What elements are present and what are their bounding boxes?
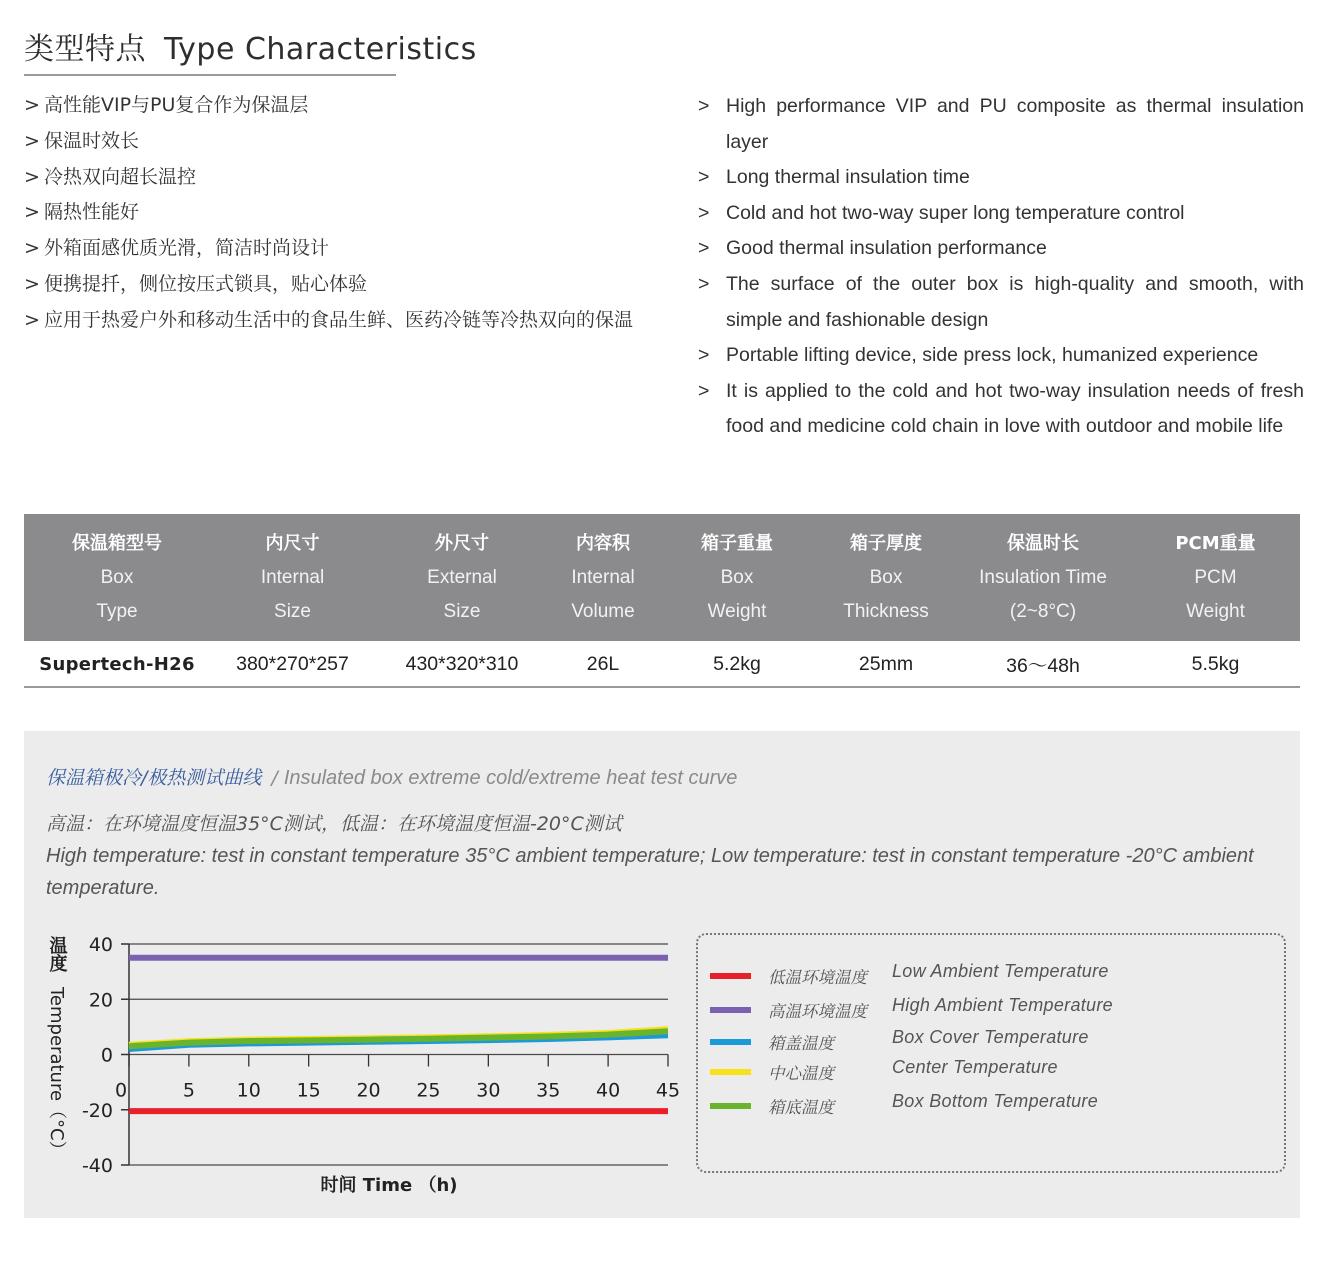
features-list-cn [24, 88, 644, 339]
test-curve-title: 保温箱极冷/极热测试曲线 / Insulated box extreme cold/extreme heat test curve [46, 767, 738, 789]
legend-label-en: Low Ambient Temperature [892, 961, 1109, 981]
bullet-icon: > [24, 308, 40, 331]
temperature-chart [24, 731, 684, 1218]
cell-internal-size: 380*270*257 [210, 641, 375, 687]
legend-label-cn: 箱底温度 [768, 1098, 834, 1117]
column-header: 内尺寸 Internal Size [260, 532, 325, 622]
cell-model: Supertech-H26 [24, 641, 210, 687]
x-tick-label: 15 [296, 1079, 321, 1102]
feature-item-cn: > 应用于热爱户外和移动生活中的食品生鲜、医药冷链等冷热双向的保温 [24, 303, 644, 339]
column-header: 外尺寸 External Size [427, 532, 497, 622]
feature-item-en: > High performance VIP and PU composite as thermal insulation layer [698, 89, 1304, 160]
test-desc-cn: 高温：在环境温度恒温35°C测试，低温：在环境温度恒温-20°C测试 [46, 813, 622, 835]
test-desc-en: High temperature: test in constant temperature 35°C ambient temperature; Low temperature: test in constant temperature -20°C ambient temperature. [46, 845, 1254, 899]
feature-item-cn: > 冷热双向超长温控 [24, 160, 644, 196]
feature-item-en: > Portable lifting device, side press lock, humanized experience [698, 338, 1304, 374]
column-header: 内容积 Internal Volume [571, 532, 635, 622]
x-tick-label: 20 [356, 1079, 381, 1102]
feature-item-en: > Good thermal insulation performance [698, 231, 1304, 267]
x-tick-label: 5 [182, 1079, 195, 1102]
y-tick-label: -20 [81, 1099, 113, 1122]
bullet-icon: > [24, 94, 40, 116]
bullet-icon: > [24, 129, 40, 152]
x-tick-label: 35 [536, 1079, 561, 1102]
feature-item-en: > It is applied to the cold and hot two-way insulation needs of fresh food and medicine cold chain in love with outdoor and mobile life [698, 374, 1304, 445]
y-tick-label: 0 [100, 1044, 113, 1067]
section-title-cn: 类型特点 [24, 32, 146, 67]
test-curve-panel [24, 731, 1300, 1218]
section-title [24, 24, 477, 68]
bullet-icon: > [24, 201, 40, 224]
legend-label-cn: 高温环境温度 [768, 1002, 867, 1021]
column-header: 箱子重量 Box Weight [701, 532, 773, 622]
legend-label-cn: 低温环境温度 [768, 968, 867, 987]
legend-label-cn: 箱盖温度 [768, 1034, 834, 1053]
bullet-icon: > [698, 166, 710, 189]
column-header: 保温箱型号 Box Type [72, 532, 162, 622]
cell-internal-volume: 26L [549, 641, 657, 687]
feature-item-en: > The surface of the outer box is high-quality and smooth, with simple and fashionable design [698, 267, 1304, 338]
y-axis-label-en: Temperature（°C） [46, 987, 67, 1159]
bullet-icon: > [698, 272, 710, 295]
legend-label-en: Box Cover Temperature [892, 1027, 1089, 1047]
cell-box-weight: 5.2kg [657, 641, 817, 687]
cell-pcm-weight: 5.5kg [1131, 641, 1300, 687]
legend-swatch [710, 973, 751, 979]
y-tick-label: -40 [81, 1155, 113, 1177]
bullet-icon: > [24, 272, 40, 295]
spec-table-header-row [24, 514, 1300, 641]
feature-item-cn: > 高性能VIP与PU复合作为保温层 [24, 88, 644, 124]
y-axis-label-cn: 温度 [46, 936, 68, 972]
chart-legend [696, 933, 1286, 1173]
x-tick-label: 0 [114, 1079, 128, 1102]
x-tick-label: 25 [416, 1079, 441, 1102]
cell-box-thickness: 25mm [817, 641, 955, 687]
feature-item-cn: > 隔热性能好 [24, 195, 644, 231]
y-tick-label: 20 [88, 989, 113, 1012]
cell-insulation-time: 36～48h [955, 641, 1131, 687]
bullet-icon: > [698, 344, 710, 367]
legend-label-en: Box Bottom Temperature [892, 1091, 1099, 1111]
x-tick-label: 10 [236, 1079, 261, 1102]
features-list-en [698, 89, 1304, 445]
x-tick-label: 45 [655, 1079, 681, 1102]
feature-item-en: > Cold and hot two-way super long temperature control [698, 196, 1304, 232]
column-header: 保温时长 Insulation Time (2~8°C) [979, 532, 1107, 622]
bullet-icon: > [698, 379, 710, 402]
y-tick-label: 40 [88, 934, 113, 956]
x-tick-label: 30 [476, 1079, 501, 1102]
x-axis-label: 时间 Time （h) [320, 1175, 458, 1196]
legend-swatch [710, 1039, 751, 1045]
feature-item-cn: > 便携提扦，侧位按压式锁具，贴心体验 [24, 267, 644, 303]
section-title-en: Type Characteristics [164, 32, 477, 67]
bullet-icon: > [698, 95, 710, 117]
legend-label-en: Center Temperature [892, 1057, 1058, 1077]
legend-swatch [710, 1103, 751, 1109]
feature-item-cn: > 外箱面感优质光滑，简洁时尚设计 [24, 231, 644, 267]
legend-label-cn: 中心温度 [768, 1064, 834, 1083]
feature-item-cn: > 保温时效长 [24, 124, 644, 160]
bullet-icon: > [24, 237, 40, 260]
column-header: PCM重量 PCM Weight [1175, 532, 1256, 622]
title-underline [24, 74, 396, 76]
table-row [24, 641, 1300, 687]
legend-swatch [710, 1007, 751, 1013]
column-header: 箱子厚度 Box Thickness [843, 532, 929, 622]
cell-external-size: 430*320*310 [375, 641, 549, 687]
x-tick-label: 40 [596, 1079, 621, 1102]
legend-swatch [710, 1069, 751, 1075]
bullet-icon: > [698, 201, 710, 224]
legend-label-en: High Ambient Temperature [892, 995, 1113, 1015]
spec-table [24, 514, 1300, 688]
feature-item-en: > Long thermal insulation time [698, 160, 1304, 196]
bullet-icon: > [24, 165, 40, 188]
bullet-icon: > [698, 237, 710, 260]
